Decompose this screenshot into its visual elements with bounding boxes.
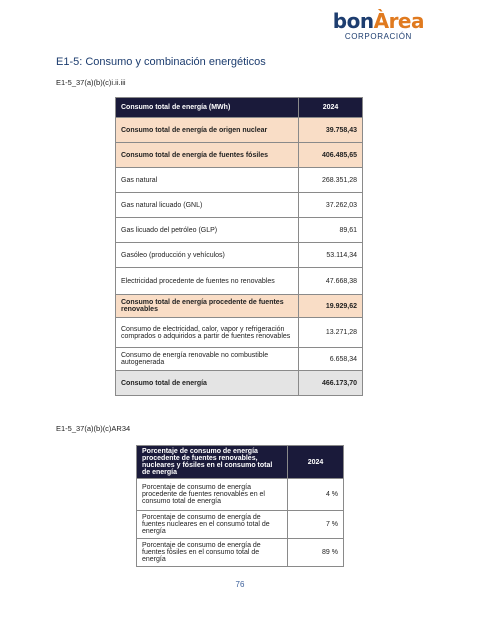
table-row [116, 118, 363, 143]
row-label: Consumo de electricidad, calor, vapor y refrigeración comprados o adquiridos a partir de fuentes renovables [116, 318, 299, 348]
row-label: Electricidad procedente de fuentes no renovables [116, 268, 299, 295]
datapoint-code: E1-5_37(a)(b)(c)i.ii.iii [56, 78, 126, 87]
row-label: Gas natural licuado (GNL) [116, 193, 299, 218]
row-value: 89 % [288, 539, 344, 567]
row-label: Porcentaje de consumo de energía de fuentes nucleares en el consumo total de energía [137, 511, 288, 539]
logo-brand-part2: Àrea [373, 9, 424, 33]
table-row [116, 295, 363, 318]
row-value: 39.758,43 [299, 118, 363, 143]
row-value: 47.668,38 [299, 268, 363, 295]
row-label: Consumo total de energía de origen nuclear [116, 118, 299, 143]
row-label: Consumo total de energía procedente de fuentes renovables [116, 295, 299, 318]
table-header-year: 2024 [299, 98, 363, 118]
row-value: 53.114,34 [299, 243, 363, 268]
row-label: Consumo de energía renovable no combustible autogenerada [116, 348, 299, 371]
row-value: 89,61 [299, 218, 363, 243]
row-value: 13.271,28 [299, 318, 363, 348]
row-label: Porcentaje de consumo de energía procedente de fuentes renovables en el consumo total de energía [137, 479, 288, 511]
energy-consumption-table [115, 97, 363, 396]
table-row [116, 143, 363, 168]
row-value: 4 % [288, 479, 344, 511]
page-number: 76 [235, 580, 245, 589]
table-row [116, 243, 363, 268]
energy-share-table [136, 445, 344, 567]
row-label: Consumo total de energía de fuentes fósiles [116, 143, 299, 168]
row-label: Porcentaje de consumo de energía de fuentes fósiles en el consumo total de energía [137, 539, 288, 567]
row-label: Gasóleo (producción y vehículos) [116, 243, 299, 268]
table-row [137, 539, 344, 567]
table-header-year: 2024 [288, 446, 344, 479]
row-label: Gas licuado del petróleo (GLP) [116, 218, 299, 243]
table-row [116, 268, 363, 295]
row-label: Consumo total de energía [116, 371, 299, 396]
logo-subtitle: CORPORACIÓN [344, 32, 412, 41]
table-row [137, 479, 344, 511]
row-value: 406.485,65 [299, 143, 363, 168]
datapoint-code: E1-5_37(a)(b)(c)AR34 [56, 424, 131, 433]
company-logo [333, 10, 424, 41]
row-value: 268.351,28 [299, 168, 363, 193]
logo-brand-part1: bon [332, 9, 374, 33]
row-value: 37.262,03 [299, 193, 363, 218]
table-row [116, 193, 363, 218]
table-row [116, 218, 363, 243]
table-row [116, 348, 363, 371]
table-header-label: Consumo total de energía (MWh) [116, 98, 299, 118]
table-row-total [116, 371, 363, 396]
row-value: 6.658,34 [299, 348, 363, 371]
table-row [137, 511, 344, 539]
row-value: 7 % [288, 511, 344, 539]
section-title: E1-5: Consumo y combinación energéticos [56, 56, 266, 68]
row-value: 19.929,62 [299, 295, 363, 318]
row-value: 466.173,70 [299, 371, 363, 396]
row-label: Gas natural [116, 168, 299, 193]
table-header-label: Porcentaje de consumo de energía procedente de fuentes renovables, nucleares y fósiles en el consumo total de energía [137, 446, 288, 479]
table-row [116, 168, 363, 193]
table-row [116, 318, 363, 348]
